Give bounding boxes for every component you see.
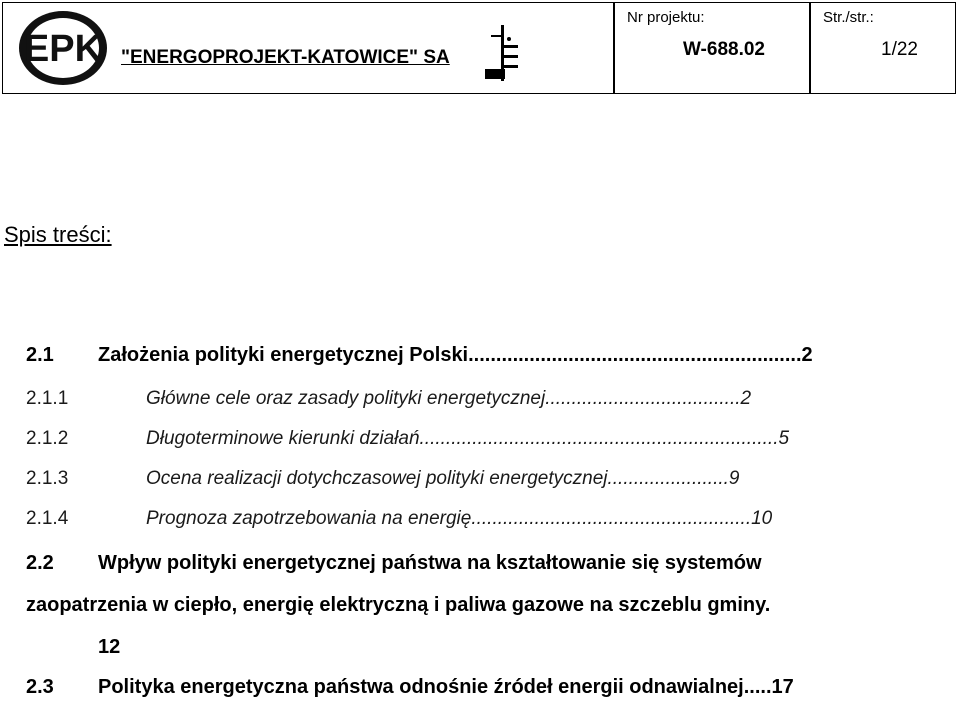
project-number: W-688.02 [683,39,765,60]
toc-entry-text: Główne cele oraz zasady polityki energetycznej.....................................2 [146,388,752,409]
page-label: Str./str.: [823,9,874,26]
toc-entry[interactable] [26,468,920,496]
toc-entry-text: Długoterminowe kierunki działań....................................................................5 [146,428,790,449]
header-divider [809,3,811,93]
logo-text: EPK [23,28,103,70]
toc-entry-number: 2.1 [26,344,54,366]
epk-logo [17,9,109,87]
toc-entry-number: 2.2 [26,552,54,574]
document-header [2,2,956,94]
toc-entry[interactable] [26,344,920,372]
company-emblem-icon [481,25,521,85]
toc-entry-number: 2.1.1 [26,388,69,409]
toc-entry[interactable] [26,388,920,416]
toc-entry-text: Prognoza zapotrzebowania na energię.....................................................10 [146,508,773,529]
header-divider [613,3,615,93]
toc-entry-number: 2.1.4 [26,508,69,529]
toc-title: Spis treści: [4,222,112,247]
toc-entry[interactable] [26,552,920,580]
toc-entry-continuation: zaopatrzenia w ciepło, energię elektryczną i paliwa gazowe na szczeblu gminy. [26,594,771,616]
toc-entry-number: 2.3 [26,676,54,698]
toc-entry-text: Wpływ polityki energetycznej państwa na kształtowanie się systemów [98,552,762,574]
toc-entry-text: Ocena realizacji dotychczasowej polityki energetycznej.......................9 [146,468,740,489]
company-name: "ENERGOPROJEKT-KATOWICE" SA [121,47,450,68]
toc-entry-text: Założenia polityki energetycznej Polski............................................................2 [98,344,813,366]
toc-entry[interactable] [26,676,920,704]
toc-entry[interactable] [26,428,920,456]
toc-entry-page: 12 [98,636,121,658]
project-number-label: Nr projektu: [627,9,705,26]
toc-entry[interactable] [26,508,920,536]
toc-entry-text: Polityka energetyczna państwa odnośnie źródeł energii odnawialnej.....17 [98,676,794,698]
page-number: 1/22 [881,39,918,60]
toc-entry-number: 2.1.2 [26,428,69,449]
toc-entry-number: 2.1.3 [26,468,69,489]
